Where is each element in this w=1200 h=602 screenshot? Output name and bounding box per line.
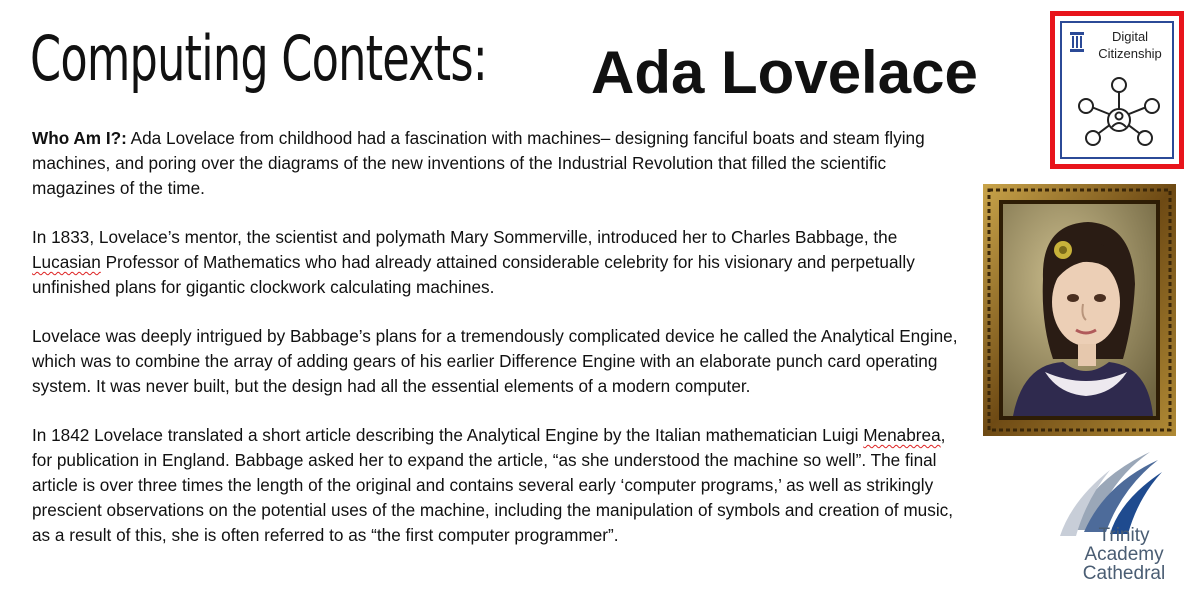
paragraph-2-part-c: Professor of Mathematics who had already attained considerable celebrity for his visionary and perpetually unfinished plans for gigantic clockwork calculating machines. <box>32 252 915 297</box>
logo-line2: Academy <box>1084 544 1164 565</box>
title-name: Ada Lovelace <box>591 39 978 106</box>
paragraph-1842 <box>32 423 962 548</box>
paragraph-analytical-engine: Lovelace was deeply intrigued by Babbage’s plans for a tremendously complicated device he called the Analytical Engine, which was to combine the array of adding gears of his earlier Difference Engine with an elaborate punch card operating system. It was never built, but the design had all the essential elements of a modern computer. <box>32 326 958 396</box>
paragraph-2-part-a: In 1833, Lovelace’s mentor, the scientist and polymath Mary Sommerville, introduced her to Charles Babbage, the <box>32 227 898 247</box>
article-body <box>32 126 962 572</box>
badge-label <box>1085 28 1175 62</box>
paragraph-who-am-i <box>32 126 962 201</box>
spell-flag-menabrea: Menabrea <box>863 425 941 445</box>
logo-line1: Trinity <box>1098 525 1150 546</box>
paragraph-4-part-a: In 1842 Lovelace translated a short article describing the Analytical Engine by the Italian mathematician Luigi <box>32 425 864 445</box>
page-title <box>30 22 978 112</box>
who-am-i-label: Who Am I?: <box>32 128 127 148</box>
badge-line1: Digital <box>1111 29 1149 44</box>
title-prefix: Computing Contexts: <box>30 22 488 95</box>
digital-citizenship-badge <box>1050 11 1184 169</box>
trinity-academy-wordmark <box>1067 526 1181 583</box>
spell-flag-lucasian: Lucasian <box>32 252 101 272</box>
logo-line3: Cathedral <box>1082 563 1166 584</box>
pillar-icon <box>1069 31 1085 53</box>
ada-lovelace-portrait <box>983 184 1176 436</box>
badge-line2: Citizenship <box>1098 46 1162 61</box>
paragraph-1-text: Ada Lovelace from childhood had a fascination with machines– designing fanciful boats and steam flying machines, and poring over the diagrams of the new inventions of the Industrial Revolution that filled the scientific magazines of the time. <box>32 128 925 198</box>
network-people-icon <box>1077 76 1161 146</box>
paragraph-4-part-c: , for publication in England. Babbage asked her to expand the article, “as she understood the machine so well”. The final article is over three times the length of the original and contains several early ‘computer programs,’ as well as strikingly prescient observations on the potential uses of the machine, including the manipulation of symbols and creation of music, as a result of this, she is often referred to as “the first computer programmer”. <box>32 425 954 545</box>
paragraph-1833 <box>32 225 962 300</box>
